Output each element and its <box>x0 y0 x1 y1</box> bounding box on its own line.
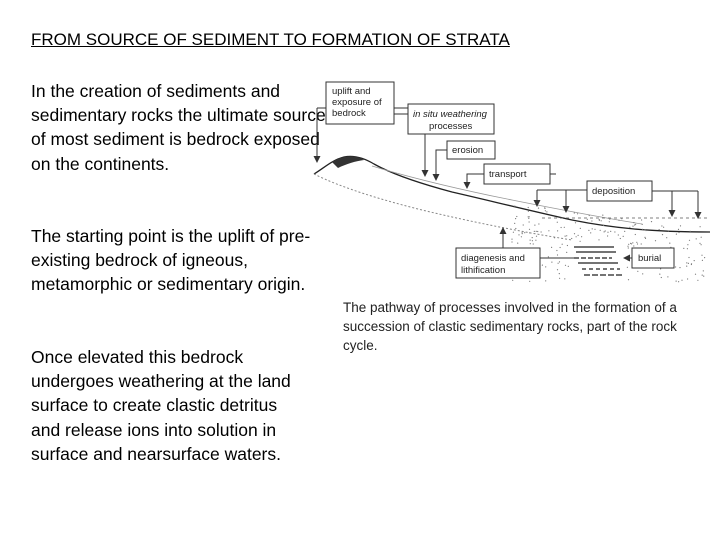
svg-text:deposition: deposition <box>592 186 636 197</box>
svg-text:lithification: lithification <box>461 265 506 276</box>
svg-text:burial: burial <box>638 253 662 264</box>
box-uplift <box>326 82 394 124</box>
strata-lines <box>574 247 624 275</box>
box-transport <box>484 164 550 184</box>
svg-text:erosion: erosion <box>452 145 484 156</box>
svg-text:uplift and: uplift and <box>332 86 371 97</box>
paragraph-weathering: Once elevated this bedrock undergoes weathering at the land surface to create clastic detritus and release ions into solution in surface and nearsurface waters. <box>31 347 291 464</box>
svg-text:bedrock: bedrock <box>332 108 366 119</box>
box-diagenesis <box>456 248 540 278</box>
figure-caption: The pathway of processes involved in the formation of a succession of clastic sedimentary rocks, part of the rock cycle. <box>343 300 677 353</box>
svg-text:processes: processes <box>429 121 473 132</box>
svg-text:transport: transport <box>489 169 527 180</box>
svg-text:in situ weathering: in situ weathering <box>413 109 487 120</box>
box-burial <box>632 248 674 268</box>
paragraph-uplift: The starting point is the uplift of pre-existing bedrock of igneous, metamorphic or sedimentary origin. <box>31 226 311 295</box>
svg-text:exposure of: exposure of <box>332 97 382 108</box>
paragraph-source: In the creation of sediments and sedimentary rocks the ultimate source of most sediment is bedrock exposed on the continents. <box>31 81 326 174</box>
box-deposition <box>587 181 652 201</box>
box-erosion <box>447 141 495 159</box>
svg-text:diagenesis and: diagenesis and <box>461 253 525 264</box>
box-weathering <box>408 104 494 134</box>
page-title: FROM SOURCE OF SEDIMENT TO FORMATION OF STRATA <box>31 30 510 49</box>
sedimentary-process-diagram <box>312 76 712 286</box>
